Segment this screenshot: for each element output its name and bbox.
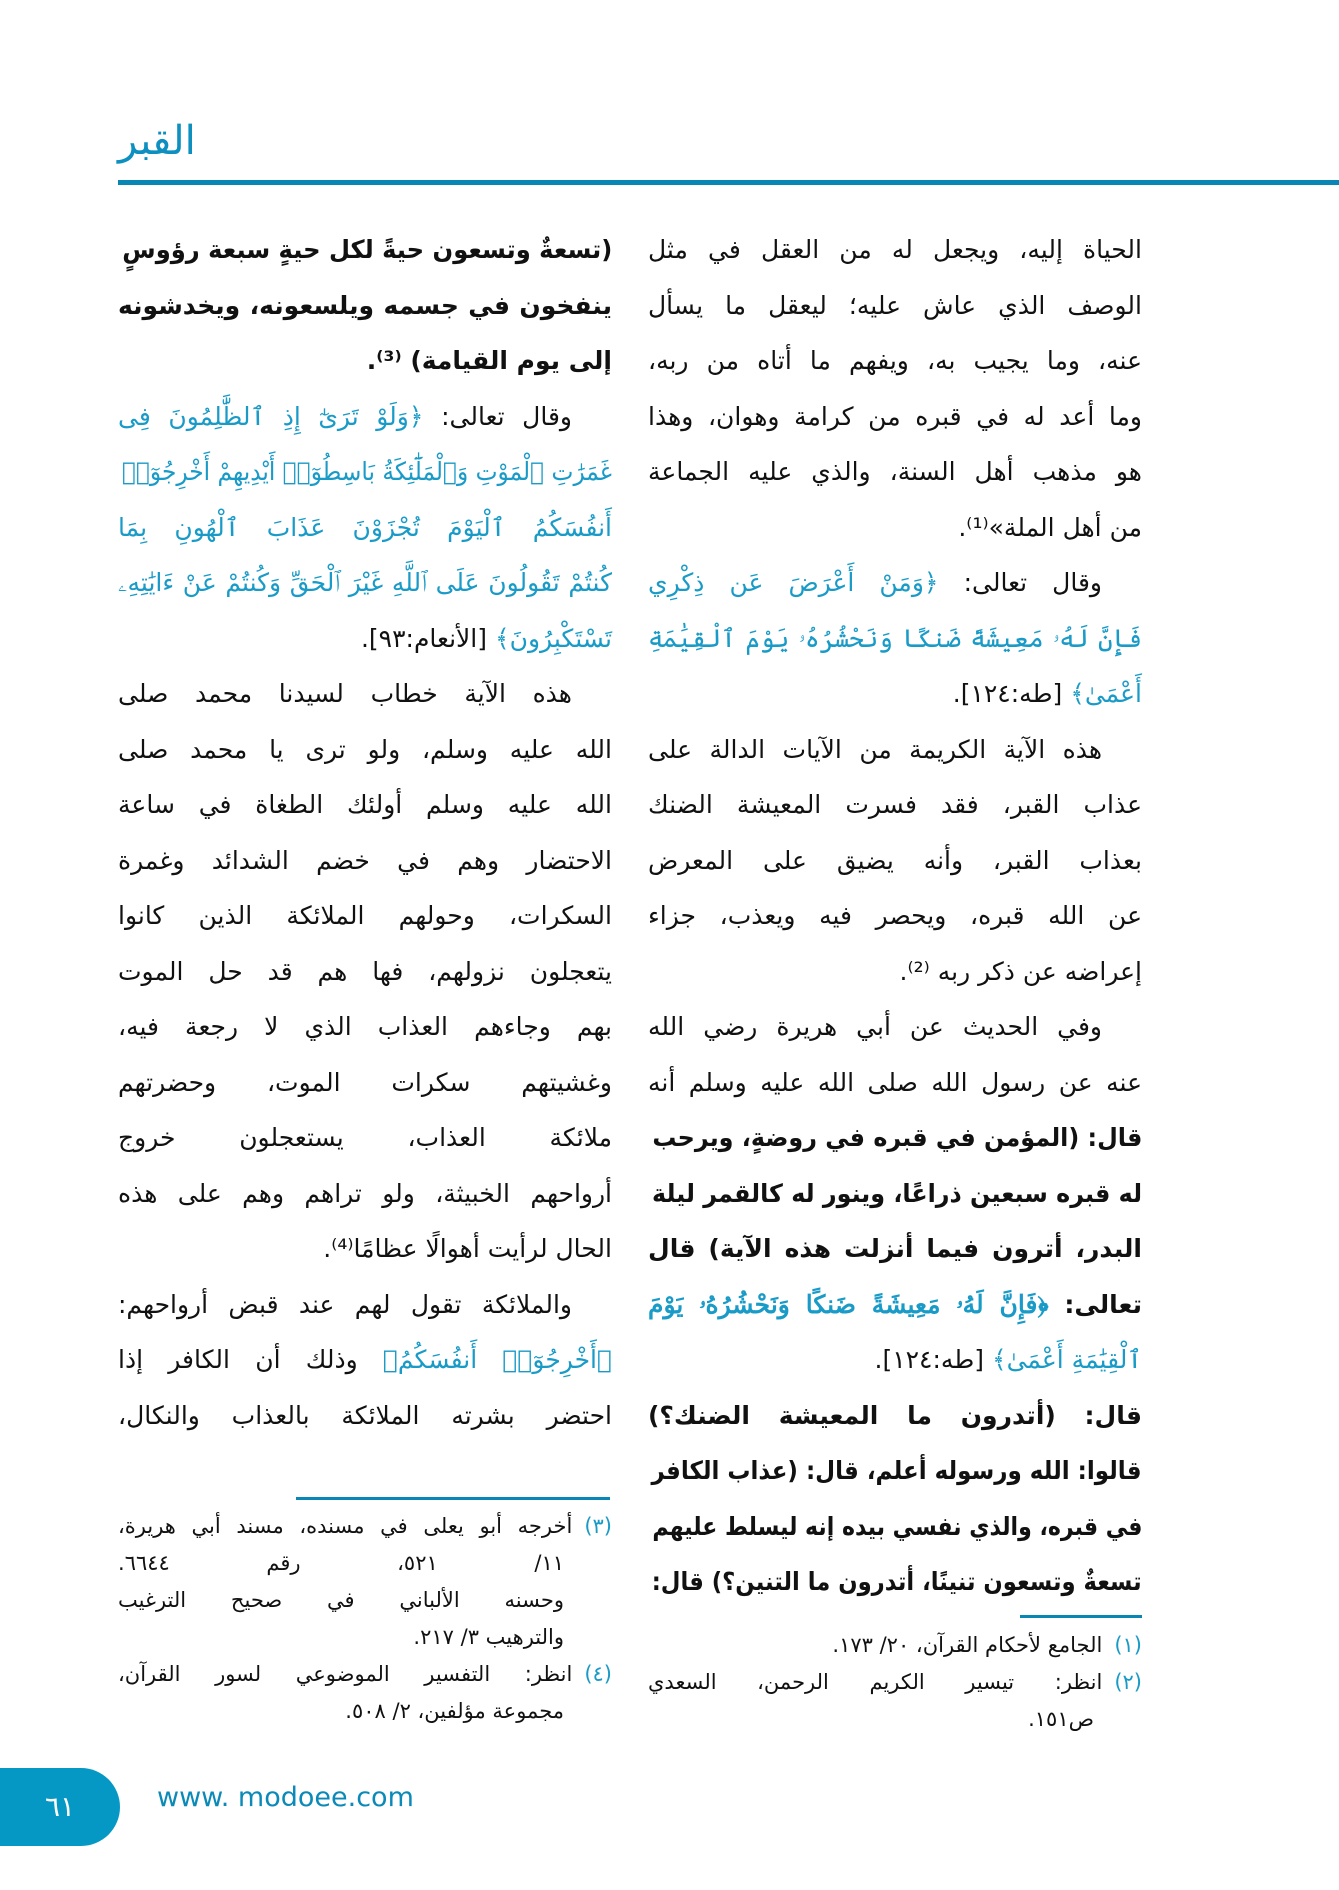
line-content (652, 1443, 1142, 1499)
text-line (118, 333, 612, 389)
footnote-text: والترهيب ٣/ ٢١٧. (413, 1625, 564, 1649)
text-line (648, 1055, 1142, 1111)
text-segment: قال: (المؤمن في قبره في روضةٍ، ويرحب (652, 1123, 1142, 1152)
text-line (648, 1388, 1142, 1444)
footnote-text: وحسنه الألباني في صحيح الترغيب (118, 1588, 564, 1612)
text-segment: وقال تعالى: (423, 401, 572, 431)
text-line (648, 833, 1142, 889)
text-segment: هو مذهب أهل السنة، والذي عليه الجماعة (648, 457, 1142, 486)
text-line (118, 555, 612, 611)
text-line (118, 500, 612, 556)
text-line (118, 999, 612, 1055)
text-line (648, 222, 1142, 278)
text-segment: الحياة إليه، ويجعل له من العقل في مثل (648, 235, 1142, 264)
text-line (118, 1388, 612, 1444)
footnotes-right (648, 1627, 1142, 1738)
footnote-text: انظر: تيسير الكريم الرحمن، السعدي (648, 1670, 1103, 1694)
footnote-line (118, 1508, 612, 1545)
text-line (118, 444, 612, 500)
text-segment: عنه، وما يجيب به، ويفهم ما أتاه من ربه، (648, 346, 1142, 375)
footnote-divider-right (1020, 1615, 1142, 1618)
text-segment: ملائكة العذاب، يستعجلون خروج (118, 1123, 612, 1152)
text-segment: وقال تعالى: (938, 568, 1102, 597)
line-content (652, 1110, 1142, 1166)
text-line (118, 1221, 612, 1277)
footnote-text: أخرجه أبو يعلى في مسنده، مسند أبي هريرة، (118, 1514, 573, 1538)
text-segment: بعذاب القبر، وأنه يضيق على المعرض (648, 845, 1142, 875)
footnote-text: انظر: التفسير الموضوعي لسور القرآن، (118, 1662, 573, 1686)
text-line (118, 666, 612, 722)
text-segment: عذاب القبر، فقد فسرت المعيشة الضنك (648, 790, 1142, 819)
text-segment: الله عليه وسلم، ولو ترى يا محمد صلى (118, 734, 612, 764)
footnotes-left (118, 1508, 612, 1730)
text-line (648, 555, 1142, 611)
text-segment: عنه عن رسول الله صلى الله عليه وسلم أنه (648, 1067, 1142, 1097)
text-line (118, 1110, 612, 1166)
text-line (118, 389, 612, 445)
line-content (652, 1499, 1142, 1555)
running-title: القبر (118, 118, 196, 164)
quran-verse: أَعْمَىٰ﴾ (1070, 679, 1142, 708)
quran-verse: تَسْتَكْبِرُونَ﴾ (494, 623, 612, 653)
text-segment: الله عليه وسلم أولئك الطغاة في ساعة (118, 790, 612, 819)
text-segment: الوصف الذي عاش عليه؛ ليعقل ما يسأل (648, 290, 1142, 320)
text-segment: في قبره، والذي نفسي بيده إنه ليسلط عليهم (651, 1511, 1142, 1541)
text-line (648, 333, 1142, 389)
header-divider (118, 180, 1339, 185)
text-line (118, 777, 612, 833)
quran-verse: ﴿وَلَوْ تَرَىٰٓ إِذِ ٱلظَّٰلِمُونَ فِى (118, 401, 424, 431)
text-segment: عن الله قبره، ويحصر فيه ويعذب، جزاء (648, 901, 1142, 930)
text-segment: من أهل الملة»⁽¹⁾. (958, 512, 1142, 542)
footnote-line (118, 1693, 612, 1730)
quran-verse: فَإِنَّ لَهُۥ مَعِيشَةً ضَنكًا وَنَحْشُرُهُۥ يَوْمَ ٱلْقِيَٰمَةِ (648, 623, 1142, 653)
text-line (648, 1499, 1142, 1555)
page-number: ٦١ (44, 1790, 76, 1823)
text-segment: يتعجلون نزولهم، فها هم قد حل الموت (118, 956, 612, 986)
text-line (648, 1221, 1142, 1277)
footnote-line (118, 1545, 612, 1582)
text-line (648, 611, 1142, 667)
text-segment: وغشيتهم سكرات الموت، وحضرتهم (118, 1067, 612, 1097)
text-line (648, 666, 1142, 722)
footnote-line (118, 1656, 612, 1693)
text-line (648, 722, 1142, 778)
footnote-text: ص١٥١. (1028, 1707, 1094, 1731)
quran-verse: ﴿فَإِنَّ لَهُۥ مَعِيشَةً ضَنكًا وَنَحْشُرُهُۥ يَوْمَ (648, 1289, 1049, 1319)
quran-verse: ﴿أَخْرِجُوٓا۟ أَنفُسَكُمُ﴾ (382, 1345, 612, 1374)
quran-verse: كُنتُمْ تَقُولُونَ عَلَى ٱللَّهِ غَيْرَ ٱلْحَقِّ وَكُنتُمْ عَنْ ءَايَٰتِهِۦ (118, 568, 612, 597)
footnote-line (648, 1701, 1142, 1738)
text-segment: ينفخون في جسمه ويلسعونه، ويخدشونه (118, 290, 612, 320)
text-segment: الحال لرأيت أهوالًا عظامًا⁽⁴⁾. (323, 1234, 612, 1263)
footnote-text: الجامع لأحكام القرآن، ٢٠/ ١٧٣. (832, 1633, 1103, 1657)
footnote-number: (٢) (1114, 1670, 1142, 1694)
text-line (118, 1166, 612, 1222)
text-segment: الاحتضار وهم في خضم الشدائد وغمرة (118, 845, 612, 875)
right-column (648, 222, 1142, 1610)
line-content (652, 1554, 1142, 1610)
text-line (648, 278, 1142, 334)
text-segment: وذلك أن الكافر إذا (118, 1345, 383, 1374)
footnote-line (118, 1582, 612, 1619)
text-segment: وفي الحديث عن أبي هريرة رضي الله (648, 1012, 1102, 1041)
text-segment: إعراضه عن ذكر ربه ⁽²⁾. (899, 956, 1142, 986)
text-line (648, 1554, 1142, 1610)
line-content (652, 1166, 1142, 1222)
footnote-number: (٤) (584, 1662, 612, 1686)
footnote-divider-left (296, 1497, 610, 1500)
footnote-line (648, 1664, 1142, 1701)
text-segment: السكرات، وحولهم الملائكة الذين كانوا (118, 901, 612, 930)
text-line (648, 1110, 1142, 1166)
footnote-text: ١١/ ٥٢١، رقم ٦٦٤٤. (118, 1551, 564, 1575)
text-segment: إلى يوم القيامة) ⁽³⁾. (366, 346, 612, 375)
text-segment: هذه الآية الكريمة من الآيات الدالة على (648, 734, 1102, 764)
text-segment: احتضر بشرته الملائكة بالعذاب والنكال، (118, 1400, 612, 1430)
quran-verse: ﴿وَمَنْ أَعْرَضَ عَن ذِكْرِي (648, 568, 939, 597)
text-segment: هذه الآية خطاب لسيدنا محمد صلى (118, 679, 572, 708)
footnote-line (648, 1627, 1142, 1664)
text-line (118, 222, 612, 278)
text-segment: تعالى: (1048, 1289, 1142, 1319)
text-segment: [طه:١٢٤]. (952, 679, 1071, 708)
quran-verse: غَمَرَٰتِ ٱلْمَوْتِ وَٱلْمَلَٰٓئِكَةُ بَاسِطُوٓا۟ أَيْدِيهِمْ أَخْرِجُوٓا۟ (122, 457, 612, 486)
text-segment: له قبره سبعين ذراعًا، وينور له كالقمر ليلة (652, 1178, 1142, 1208)
text-line (118, 278, 612, 334)
text-line (118, 1055, 612, 1111)
text-segment: [الأنعام:٩٣]. (360, 623, 495, 653)
footnote-text: مجموعة مؤلفين، ٢/ ٥٠٨. (345, 1699, 564, 1723)
text-line (648, 999, 1142, 1055)
text-segment: والملائكة تقول لهم عند قبض أرواحهم: (118, 1289, 572, 1319)
text-segment: [طه:١٢٤]. (874, 1345, 992, 1374)
text-line (118, 722, 612, 778)
text-line (648, 444, 1142, 500)
text-line (648, 1443, 1142, 1499)
text-segment: قال: (أتدرون ما المعيشة الضنك؟) (648, 1400, 1142, 1430)
text-line (118, 888, 612, 944)
text-line (118, 1277, 612, 1333)
text-line (648, 389, 1142, 445)
line-content (122, 444, 612, 500)
text-segment: وما أعد له في قبره من كرامة وهوان، وهذا (648, 401, 1142, 431)
footnote-line (118, 1619, 612, 1656)
text-line (648, 500, 1142, 556)
text-line (648, 888, 1142, 944)
text-line (648, 777, 1142, 833)
text-line (648, 944, 1142, 1000)
text-segment: أرواحهم الخبيثة، ولو تراهم وهم على هذه (118, 1178, 612, 1208)
quran-verse: ٱلْقِيَٰمَةِ أَعْمَىٰ﴾ (991, 1345, 1142, 1374)
text-line (118, 611, 612, 667)
text-line (648, 1277, 1142, 1333)
footnote-number: (١) (1114, 1633, 1142, 1657)
text-segment: (تسعةٌ وتسعون حيةً لكل حيةٍ سبعة رؤوسٍ (122, 235, 612, 264)
site-url-link[interactable]: www. modoee.com (157, 1782, 414, 1813)
text-line (118, 944, 612, 1000)
text-segment: بهم وجاءهم العذاب الذي لا رجعة فيه، (118, 1012, 612, 1041)
quran-verse: أَنفُسَكُمُ ٱلْيَوْمَ تُجْزَوْنَ عَذَابَ ٱلْهُونِ بِمَا (118, 512, 612, 542)
left-column (118, 222, 612, 1443)
text-line (118, 833, 612, 889)
text-line (648, 1332, 1142, 1388)
text-segment: تسعةٌ وتسعون تنينًا، أتدرون ما التنين؟) قال: (652, 1567, 1142, 1596)
text-segment: البدر، أترون فيما أنزلت هذه الآية) قال (648, 1234, 1142, 1263)
page-number-badge (0, 1768, 120, 1846)
text-line (648, 1166, 1142, 1222)
footnote-number: (٣) (584, 1514, 612, 1538)
text-line (118, 1332, 612, 1388)
line-content (122, 222, 612, 278)
text-segment: قالوا: الله ورسوله أعلم، قال: (عذاب الكافر (651, 1456, 1142, 1485)
